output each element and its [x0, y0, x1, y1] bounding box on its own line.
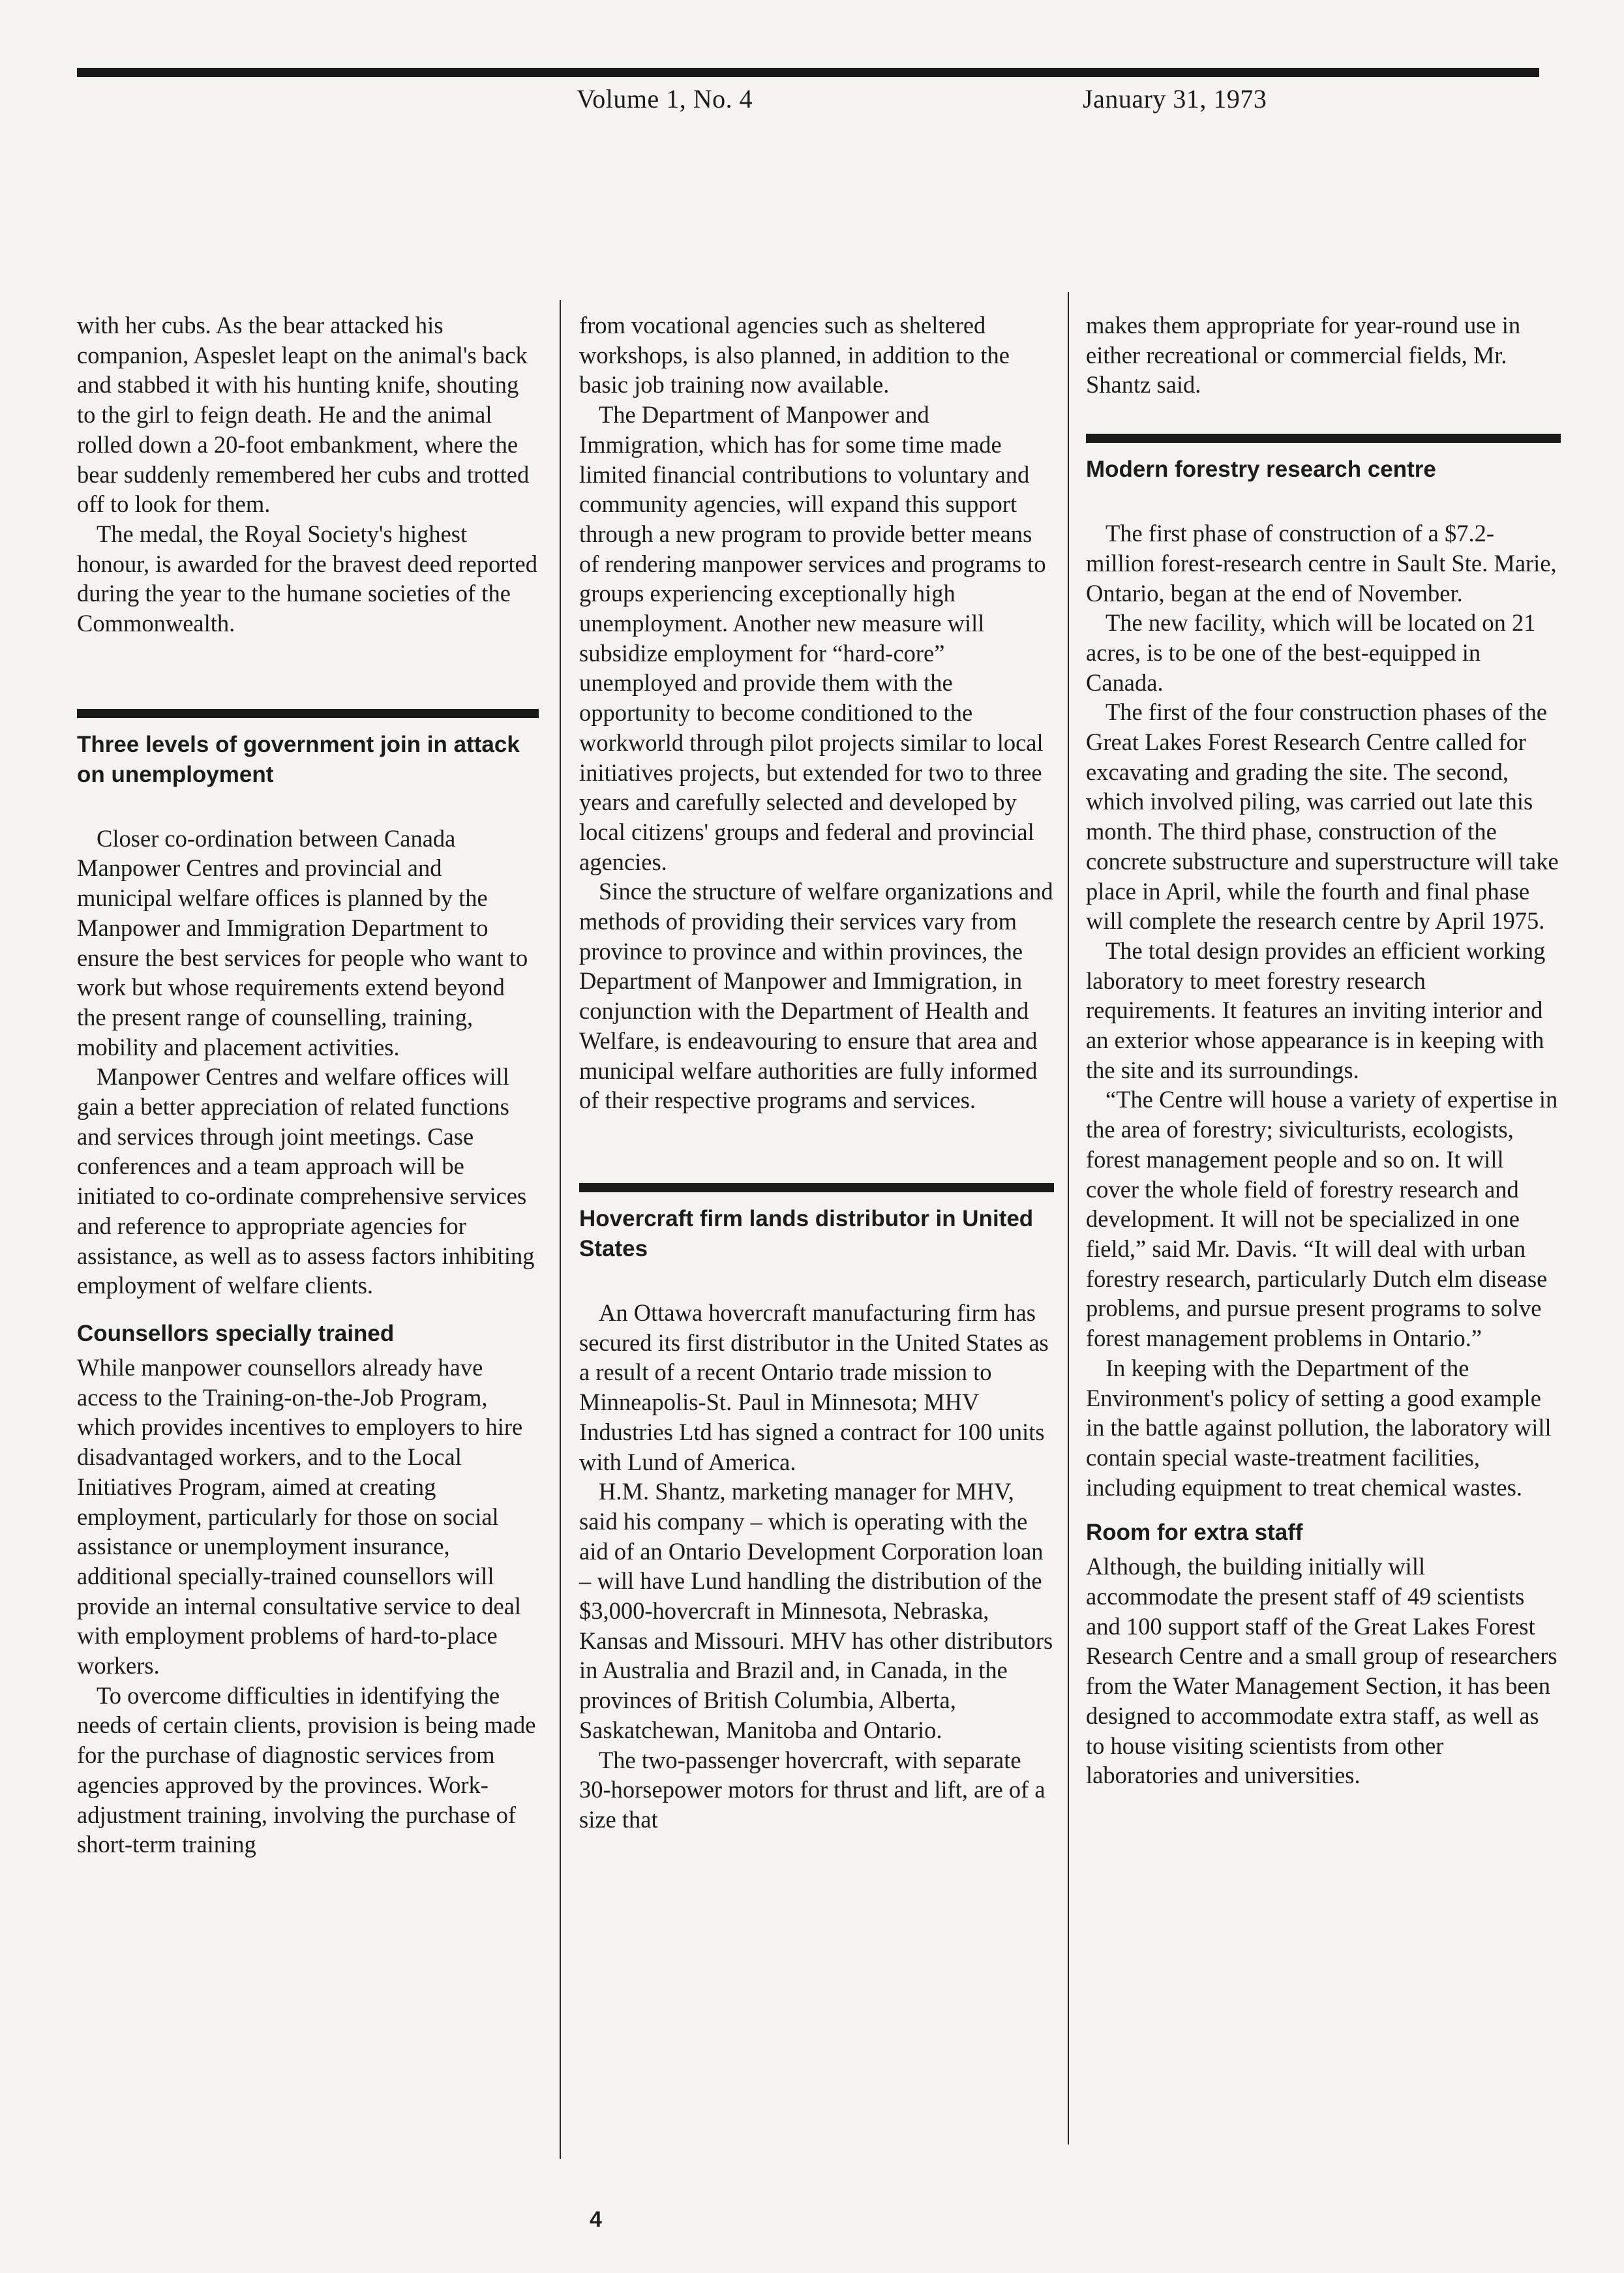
section-rule: [77, 709, 539, 718]
column-3: [1086, 310, 1561, 1790]
article-paragraph: with her cubs. As the bear attacked his companion, Aspeslet leapt on the animal's back and stabbed it with his hunting knife, shouting to the girl to feign death. He and the animal rolled down a 20-foot embankment, where the bear suddenly remembered her cubs and trotted off to look for them.: [77, 312, 530, 518]
article-paragraph: Since the structure of welfare organizations and methods of providing their services vary from province to province and within provinces, the Department of Manpower and Immigration, in conjunction with the Department of Health and Welfare, is endeavouring to ensure that area and municipal welfare authorities are fully informed of their respective programs and services.: [579, 878, 1053, 1114]
article-paragraph: The total design provides an efficient working laboratory to meet forestry research requirements. It features an inviting interior and an exterior whose appearance is in keeping with the site and its surroundings.: [1086, 937, 1546, 1083]
article-subheading: Counsellors specially trained: [77, 1320, 395, 1346]
page-number: 4: [590, 2207, 602, 2232]
article-paragraph: “The Centre will house a variety of expertise in the area of forestry; siviculturists, ecologists, forest management people and so on. It will cover the whole field of forestry research and development. It will not be specialized in one field,” said Mr. Davis. “It will deal with urban forestry research, particularly Dutch elm disease problems, and pursue present programs to solve forest management problems in Ontario.”: [1086, 1086, 1558, 1352]
article-paragraph: The Department of Manpower and Immigration, which has for some time made limited financial contributions to voluntary and community agencies, will expand this support through a new program to provide better means of rendering manpower services and programs to groups experiencing exceptionally high unemployment. Another new measure will subsidize employment for “hard-core” unemployed and provide them with the opportunity to become conditioned to the workworld through pilot projects similar to local initiatives projects, but extended for two to three years and carefully selected and developed by local citizens' groups and federal and provincial agencies.: [579, 401, 1046, 875]
volume-number: Volume 1, No. 4: [577, 84, 753, 113]
article-paragraph: The first of the four construction phases of the Great Lakes Forest Research Centre called for excavating and grading the site. The second, which involved piling, was carried out late this month. The third phase, construction of the concrete substructure and superstructure will take place in April, while the fourth and final phase will complete the research centre by April 1975.: [1086, 699, 1559, 935]
article-headline: Modern forestry research centre: [1086, 457, 1436, 483]
column-2: [579, 310, 1054, 1835]
article-paragraph: The new facility, which will be located on 21 acres, is to be one of the best-equipped in Canada.: [1086, 609, 1536, 696]
section-rule: [1086, 434, 1561, 443]
article-paragraph: In keeping with the Department of the Environment's policy of setting a good example in the battle against pollution, the laboratory will contain special waste-treatment facilities, including equipment to treat chemical wastes.: [1086, 1354, 1552, 1501]
article-paragraph: The medal, the Royal Society's highest honour, is awarded for the bravest deed reported during the year to the humane societies of the Commonwealth.: [77, 520, 537, 637]
article-headline: Three levels of government join in attack on unemployment: [77, 731, 520, 787]
article-paragraph: To overcome difficulties in identifying the needs of certain clients, provision is being made for the purchase of diagnostic services from agencies approved by the provinces. Work-adjustment training, involving the purchase of short-term training: [77, 1681, 536, 1858]
masthead-rule: [77, 68, 1539, 77]
article-headline: Hovercraft firm lands distributor in United States: [579, 1205, 1034, 1261]
column-1: [77, 310, 539, 1859]
column-divider: [1068, 292, 1069, 2145]
article-subheading: Room for extra staff: [1086, 1520, 1303, 1546]
article-paragraph: While manpower counsellors already have access to the Training-on-the-Job Program, which provides incentives to employers to hire disadvantaged workers, and to the Local Initiatives Program, aimed at creating employment, particularly for those on social assistance or unemployment insurance, additional specially-trained counsellors will provide an internal consultative service to deal with employment problems of hard-to-place workers.: [77, 1353, 523, 1679]
article-paragraph: H.M. Shantz, marketing manager for MHV, said his company – which is operating with the aid of an Ontario Development Corporation loan – will have Lund handling the distribution of the $3,000-hovercraft in Minnesota, Nebraska, Kansas and Missouri. MHV has other distributors in Australia and Brazil and, in Canada, in the provinces of British Columbia, Alberta, Saskatchewan, Manitoba and Ontario.: [579, 1478, 1053, 1743]
issue-date: January 31, 1973: [1083, 84, 1267, 113]
article-paragraph: Although, the building initially will accommodate the present staff of 49 scientists and 100 support staff of the Great Lakes Forest Research Centre and a small group of researchers from the Water Management Section, it has been designed to accommodate extra staff, as well as to house visiting scientists from other laboratories and universities.: [1086, 1553, 1557, 1789]
article-paragraph: An Ottawa hovercraft manufacturing firm has secured its first distributor in the United States as a result of a recent Ontario trade mission to Minneapolis-St. Paul in Minnesota; MHV Industries Ltd has signed a contract for 100 units with Lund of America.: [579, 1299, 1049, 1475]
article-paragraph: The first phase of construction of a $7.2-million forest-research centre in Sault Ste. Marie, Ontario, began at the end of November.: [1086, 520, 1557, 607]
article-paragraph: from vocational agencies such as sheltered workshops, is also planned, in addition to the basic job training now available.: [579, 312, 1010, 399]
article-paragraph: Closer co-ordination between Canada Manpower Centres and provincial and municipal welfare offices is planned by the Manpower and Immigration Department to ensure the best services for people who want to work but whose requirements extend beyond the present range of counselling, training, mobility and placement activities.: [77, 824, 528, 1061]
article-paragraph: The two-passenger hovercraft, with separate 30-horsepower motors for thrust and lift, are of a size that: [579, 1746, 1045, 1833]
section-rule: [579, 1183, 1054, 1192]
article-paragraph: Manpower Centres and welfare offices will gain a better appreciation of related functions and services through joint meetings. Case conferences and a team approach will be initiated to co-ordinate comprehensive services and reference to appropriate agencies for assistance, as well as to assess factors inhibiting employment of welfare clients.: [77, 1063, 535, 1299]
article-paragraph: makes them appropriate for year-round use in either recreational or commercial fields, Mr. Shantz said.: [1086, 312, 1521, 399]
column-divider: [560, 300, 561, 2159]
